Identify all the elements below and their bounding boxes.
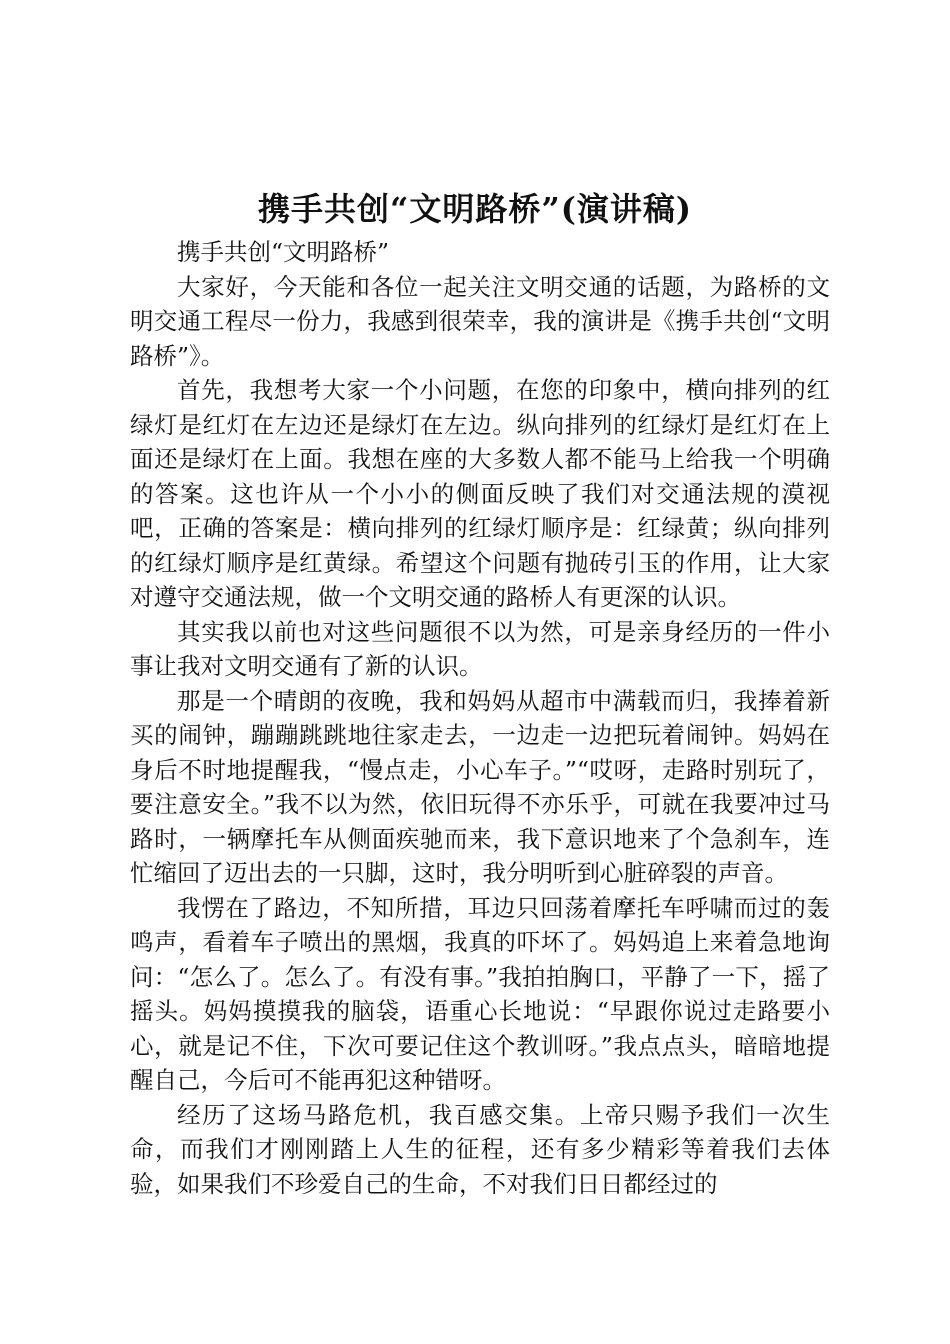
paragraph-night-story: 那是一个晴朗的夜晚，我和妈妈从超市中满载而归，我捧着新买的闹钟，蹦蹦跳跳地往家走去，一边走一边把玩着闹钟。妈妈在身后不时地提醒我，“慢点走，小心车子。”“哎呀，走路时别玩了，要注意安全。”我不以为然，依旧玩得不亦乐乎，可就在我要冲过马路时，一辆摩托车从侧面疾驰而来，我下意识地来了个急刹车，连忙缩回了迈出去的一只脚，这时，我分明听到心脏碎裂的声音。: [130, 686, 830, 887]
paragraph-aftermath: 我愣在了路边，不知所措，耳边只回荡着摩托车呼啸而过的轰鸣声，看着车子喷出的黑烟，我真的吓坏了。妈妈追上来着急地询问：“怎么了。怎么了。有没有事。”我拍拍胸口，平静了一下，摇了摇头。妈妈摸摸我的脑袋，语重心长地说：“早跟你说过走路要小心，就是记不住，下次可要记住这个教训呀。”我点点头，暗暗地提醒自己，今后可不能再犯这种错呀。: [130, 893, 830, 1094]
document-title: 携手共创“文明路桥”(演讲稿): [257, 190, 693, 228]
paragraph-reflection: 经历了这场马路危机，我百感交集。上帝只赐予我们一次生命，而我们才刚刚踏上人生的征程，还有多少精彩等着我们去体验，如果我们不珍爱自己的生命，不对我们日日都经过的: [130, 1100, 830, 1198]
speech-subtitle: 携手共创“文明路桥”: [177, 238, 390, 266]
paragraph-personal-experience-intro: 其实我以前也对这些问题很不以为然，可是亲身经历的一件小事让我对文明交通有了新的认识。: [130, 617, 830, 680]
paragraph-greeting: 大家好，今天能和各位一起关注文明交通的话题，为路桥的文明交通工程尽一份力，我感到很荣幸，我的演讲是《携手共创“文明路桥”》。: [130, 272, 830, 370]
paragraph-traffic-light-question: 首先，我想考大家一个小问题，在您的印象中，横向排列的红绿灯是红灯在左边还是绿灯在左边。纵向排列的红绿灯是红灯在上面还是绿灯在上面。我想在座的大多数人都不能马上给我一个明确的答案。这也许从一个小小的侧面反映了我们对交通法规的漠视吧，正确的答案是：横向排列的红绿灯顺序是：红绿黄；纵向排列的红绿灯顺序是红黄绿。希望这个问题有抛砖引玉的作用，让大家对遵守交通法规，做一个文明交通的路桥人有更深的认识。: [130, 376, 830, 611]
document-body: [130, 235, 830, 1201]
